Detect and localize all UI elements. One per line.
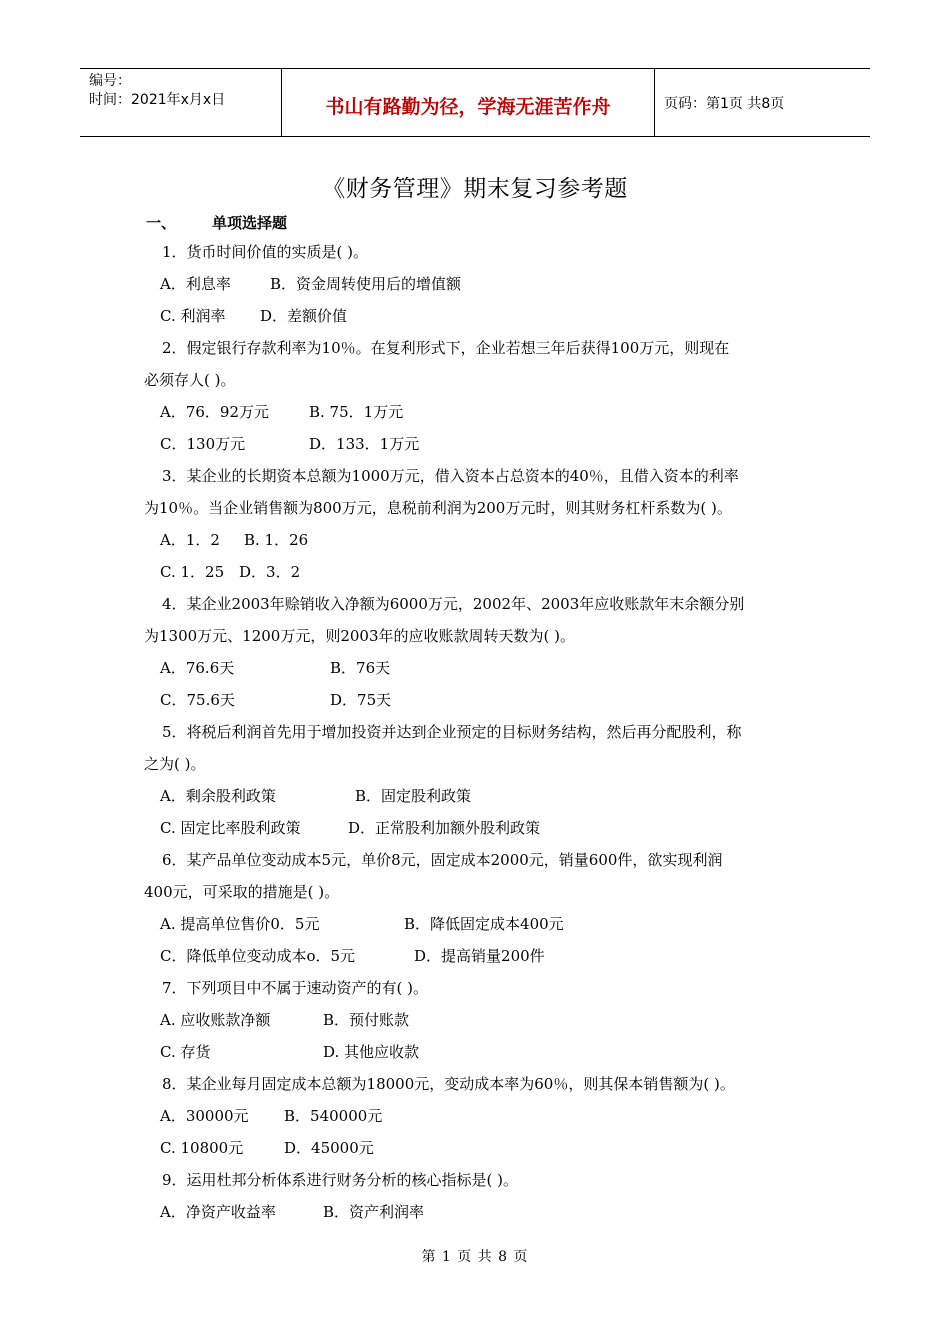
answer-option: B．资金周转使用后的增值额	[270, 275, 462, 293]
header-meta-cell	[80, 69, 282, 136]
question-text-line: 5．将税后利润首先用于增加投资并达到企业预定的目标财务结构，然后再分配股利，称	[162, 723, 742, 741]
question-text-line: 2．假定银行存款利率为10％。在复利形式下，企业若想三年后获得100万元，则现在	[162, 339, 730, 357]
option-row	[144, 1196, 812, 1228]
serial-label: 编号：	[89, 73, 131, 89]
answer-option: C．75.6天	[160, 691, 235, 709]
document-header	[80, 68, 870, 137]
answer-option: B．资产利润率	[323, 1203, 425, 1221]
answer-option: C. 固定比率股利政策	[160, 819, 301, 837]
option-row	[144, 780, 812, 812]
answer-option: D．3．2	[239, 563, 301, 581]
answer-option: A．剩余股利政策	[160, 787, 276, 805]
question-list	[144, 236, 812, 1228]
page-label: 页码：第1页 共8页	[664, 96, 785, 112]
answer-option: B．540000元	[284, 1107, 383, 1125]
answer-option: B．76天	[330, 659, 391, 677]
motto-text: 书山有路勤为径，学海无涯苦作舟	[325, 96, 611, 118]
answer-option: D．133．1万元	[309, 435, 420, 453]
option-row	[144, 1132, 812, 1164]
question-text-line: 3．某企业的长期资本总额为1000万元，借入资本占总资本的40％，且借入资本的利率	[162, 467, 739, 485]
answer-option: D．提高销量200件	[414, 947, 545, 965]
answer-option: C．降低单位变动成本o．5元	[160, 947, 356, 965]
section-number: 一、	[146, 214, 177, 232]
option-row	[144, 652, 812, 684]
header-motto-cell	[282, 69, 655, 136]
section-title: 单项选择题	[212, 214, 288, 232]
answer-option: D．正常股利加额外股利政策	[348, 819, 541, 837]
question-text-line: 为10％。当企业销售额为800万元，息税前利润为200万元时，则其财务杠杆系数为( )。	[144, 499, 732, 517]
answer-option: C. 1．25	[160, 563, 225, 581]
option-row	[144, 1004, 812, 1036]
answer-option: B．预付账款	[323, 1011, 410, 1029]
question-text-line: 6．某产品单位变动成本5元，单价8元，固定成本2000元，销量600件，欲实现利润	[162, 851, 723, 869]
answer-option: D．差额价值	[260, 307, 348, 325]
option-row	[144, 300, 812, 332]
answer-option: B. 75．1万元	[309, 403, 404, 421]
answer-option: A. 应收账款净额	[160, 1011, 271, 1029]
answer-option: A．30000元	[160, 1107, 249, 1125]
question-text-line: 7．下列项目中不属于速动资产的有( )。	[162, 979, 429, 997]
question-text-line: 之为( )。	[144, 755, 206, 773]
answer-option: A．利息率	[160, 275, 231, 293]
option-row	[144, 812, 812, 844]
question-text-line: 8．某企业每月固定成本总额为18000元，变动成本率为60％，则其保本销售额为( )。	[162, 1075, 735, 1093]
option-row	[144, 940, 812, 972]
question-text-line: 为1300万元、1200万元，则2003年的应收账款周转天数为( )。	[144, 627, 575, 645]
answer-option: A. 提高单位售价0．5元	[160, 915, 320, 933]
option-row	[144, 908, 812, 940]
answer-option: A．净资产收益率	[160, 1203, 276, 1221]
option-row	[144, 428, 812, 460]
question-text-line: 400元，可采取的措施是( )。	[144, 883, 340, 901]
answer-option: A．1．2	[160, 531, 220, 549]
answer-option: D．75天	[330, 691, 392, 709]
answer-option: B. 1．26	[244, 531, 309, 549]
question-text-line: 必须存人( )。	[144, 371, 236, 389]
option-row	[144, 1036, 812, 1068]
answer-option: C. 利润率	[160, 307, 226, 325]
question-text-line: 1．货币时间价值的实质是( )。	[162, 243, 369, 261]
answer-option: C. 10800元	[160, 1139, 244, 1157]
answer-option: C. 存货	[160, 1043, 211, 1061]
answer-option: A．76．92万元	[160, 403, 270, 421]
option-row	[144, 684, 812, 716]
page-footer: 第 1 页 共 8 页	[421, 1249, 529, 1265]
option-row	[144, 524, 812, 556]
answer-option: B．固定股利政策	[355, 787, 472, 805]
question-text-line: 4．某企业2003年赊销收入净额为6000万元，2002年、2003年应收账款年末余额分别	[162, 595, 745, 613]
answer-option: D．45000元	[284, 1139, 374, 1157]
answer-option: C．130万元	[160, 435, 246, 453]
option-row	[144, 1100, 812, 1132]
header-page-cell	[655, 69, 870, 136]
answer-option: D. 其他应收款	[323, 1043, 420, 1061]
answer-option: A．76.6天	[160, 659, 235, 677]
question-text-line: 9．运用杜邦分析体系进行财务分析的核心指标是( )。	[162, 1171, 519, 1189]
option-row	[144, 396, 812, 428]
answer-option: B．降低固定成本400元	[404, 915, 564, 933]
document-title: 《财务管理》期末复习参考题	[322, 176, 628, 202]
time-label: 时间：2021年x月x日	[89, 92, 226, 108]
option-row	[144, 556, 812, 588]
section-heading	[146, 212, 287, 233]
option-row	[144, 268, 812, 300]
